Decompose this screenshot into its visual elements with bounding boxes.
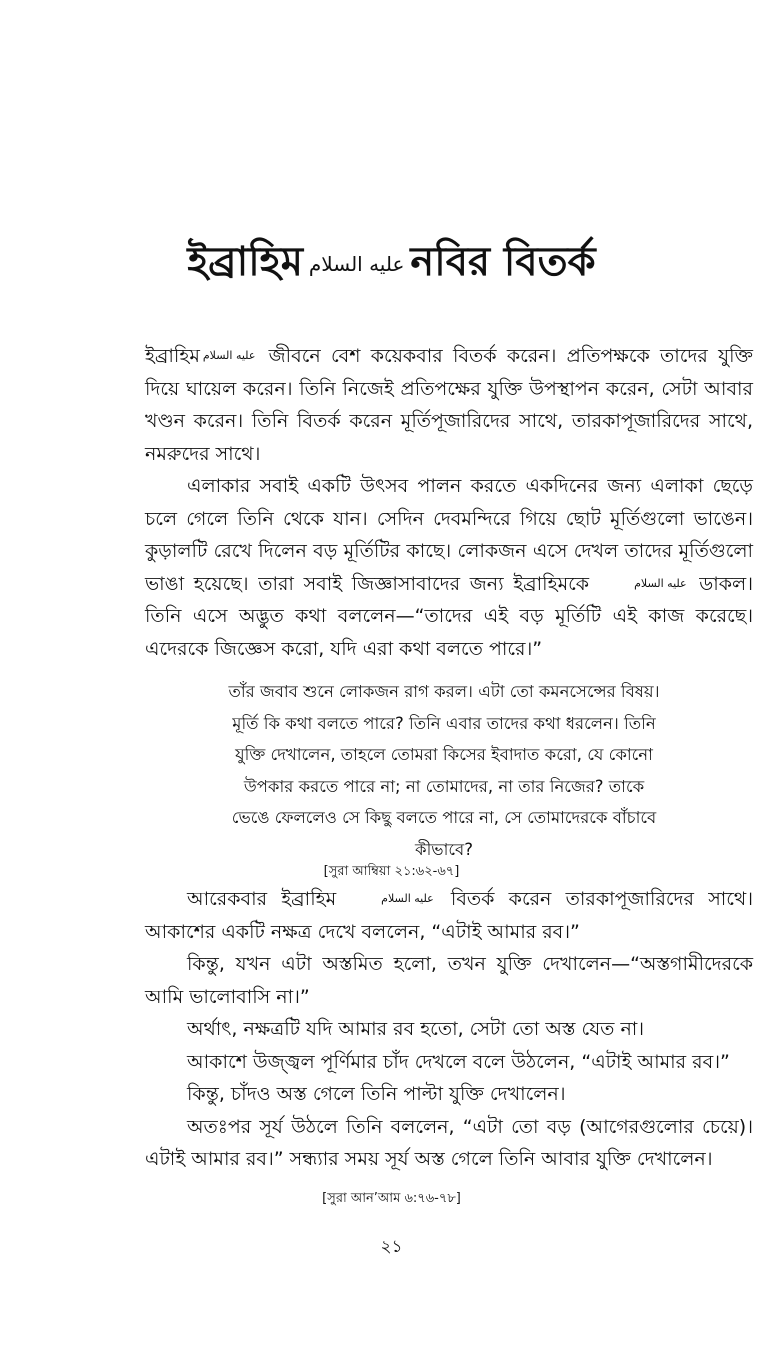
paragraph-stars (145, 883, 753, 1176)
paragraph-moon-set: কিন্তু, চাঁদও অস্ত গেলে তিনি পাল্টা যুক্তি দেখালেন। (187, 1083, 566, 1106)
title-rest: নবির বিতর্ক (410, 239, 596, 285)
honorific-calligraphy: عليه السلام (381, 892, 434, 906)
paragraph-intro-text: জীবনে বেশ কয়েকবার বিতর্ক করেন। প্রতিপক্ষকে তাদের যুক্তি দিয়ে ঘায়েল করেন। তিনি নিজেই প্রতিপক্ষের যুক্তি উপস্থাপন করেন, সেটা আবার খণ্ডন করেন। তিনি বিতর্ক করেন মূর্তিপূজারিদের সাথে, তারকাপূজারিদের সাথে, নমরুদের সাথে। (145, 345, 753, 465)
paragraph-star-set: কিন্তু, যখন এটা অস্তমিত হলো, তখন যুক্তি দেখালেন—“অস্তগামীদেরকে আমি ভালোবাসি না।” (145, 953, 753, 1008)
paragraph-intro-lead: ইব্রাহিম (145, 345, 200, 367)
page-number: ২১ (380, 1237, 403, 1257)
paragraph-sun: অতঃপর সূর্য উঠলে তিনি বললেন, “এটা তো বড় (আগেরগুলোর চেয়ে)। এটাই আমার রব।” সন্ধ্যার সময় সূর্য অস্ত গেলে তিনি আবার যুক্তি দেখালেন। (145, 1115, 753, 1171)
quran-reference: [সুরা আম্বিয়া ২১:৬২-৬৭] (323, 864, 460, 879)
paragraph-intro (145, 340, 753, 470)
honorific-calligraphy: عليه السلام (202, 349, 256, 363)
paragraph-moon: আকাশে উজ্জ্বল পূর্ণিমার চাঁদ দেখলে বলে উঠলেন, “এটাই আমার রব।” (187, 1050, 730, 1073)
quran-reference: [সুরা আন’আম ৬:৭৬-৭৮] (322, 1191, 461, 1206)
chapter-title (0, 232, 783, 294)
title-name: ইব্রাহিম (187, 239, 303, 285)
honorific-calligraphy: عليه السلام (308, 252, 405, 276)
paragraph-explanation: অর্থাৎ, নক্ষত্রটি যদি আমার রব হতো, সেটা তো অস্ত যেত না। (187, 1018, 645, 1041)
paragraph-stars-lead: আরেকবার ইব্রাহিম (187, 888, 337, 910)
paragraph-idols (145, 470, 753, 665)
paragraph-idols-text-after: ডাকল। তিনি এসে অদ্ভুত কথা বললেন—“তাদের এই বড় মূর্তিটি এই কাজ করেছে। এদেরকে জিজ্ঞেস করো, যদি এরা কথা বলতে পারে।” (145, 572, 753, 660)
paragraph-idols-text-before: এলাকার সবাই একটি উৎসব পালন করতে একদিনের জন্য এলাকা ছেড়ে চলে গেলে তিনি থেকে যান। সেদিন দেবমন্দিরে গিয়ে ছোট মূর্তিগুলো ভাঙেন। কুড়ালটি রেখে দিলেন বড় মূর্তিটির কাছে। লোকজন এসে দেখল তাদের মূর্তিগুলো ভাঙা হয়েছে। তারা সবাই জিজ্ঞাসাবাদের জন্য ইব্রাহিমকে (145, 475, 753, 595)
block-quote: তাঁর জবাব শুনে লোকজন রাগ করল। এটা তো কমনসেন্সের বিষয়। মূর্তি কি কথা বলতে পারে? তিনি এবার তাদের কথা ধরলেন। তিনি যুক্তি দেখালেন, তাহলে তোমরা কিসের ইবাদাত করো, যে কোনো উপকার করতে পারে না; না তোমাদের, না তার নিজের? তাকে ভেঙে ফেললেও সে কিছু বলতে পারে না, সে তোমাদেরকে বাঁচাবে কীভাবে? (228, 682, 660, 859)
honorific-calligraphy: عليه السلام (634, 576, 687, 590)
paragraph-stars-text: বিতর্ক করেন তারকাপূজারিদের সাথে। আকাশের একটি নক্ষত্র দেখে বললেন, “এটাই আমার রব।” (145, 888, 753, 943)
